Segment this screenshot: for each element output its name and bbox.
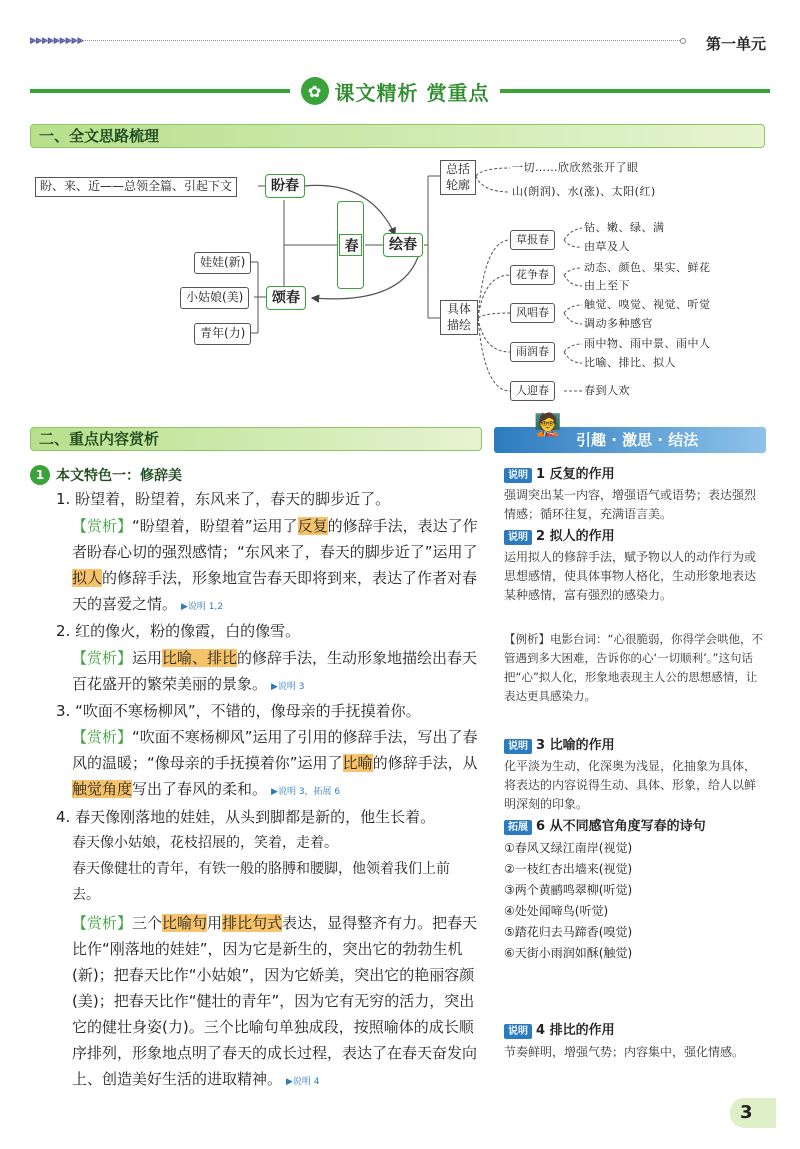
- highlight: 反复: [297, 517, 328, 535]
- item-4-extra-1: 春天像小姑娘，花枝招展的，笑着，走着。: [72, 835, 338, 851]
- highlight: 触觉角度: [72, 780, 133, 798]
- item-1-text: 1. 盼望着，盼望着，东风来了，春天的脚步近了。: [56, 490, 391, 508]
- note-num: 2: [536, 529, 546, 544]
- poem-line-5: ⑤踏花归去马蹄香(嗅觉): [504, 925, 633, 939]
- side-note-3-title: [504, 737, 615, 755]
- note-title: 反复的作用: [549, 467, 615, 482]
- analysis-text: 的修辞手法，生动形象地描绘出春天百花盛开的繁荣美丽的景象。: [72, 649, 478, 693]
- mindmap-zongkuo-item-2: 山(朗润)、水(涨)、太阳(红): [512, 185, 656, 198]
- mindmap-group-1: 草报春: [510, 230, 555, 250]
- note-tag: 说明: [504, 1024, 532, 1039]
- reference-note[interactable]: ▶说明 1,2: [181, 602, 224, 612]
- poem-line-3: ③两个黄鹂鸣翠柳(听觉): [504, 883, 633, 897]
- analysis-label: 【赏析】: [72, 914, 133, 932]
- mindmap-group-3-item-1: 触觉、嗅觉、视觉、听觉: [584, 298, 711, 311]
- analysis-label: 【赏析】: [72, 517, 133, 535]
- mindmap-group-1-item-1: 钻、嫩、绿、满: [584, 221, 665, 234]
- analysis-text: “吹面不寒杨柳风”运用了引用的修辞手法，写出了春风的温暖；“像母亲的手抚摸着你”运用了: [72, 728, 478, 772]
- mindmap-zongkuo-item-1: 一切……欣欣然张开了眼: [512, 161, 639, 174]
- mindmap-group-5-item-1: 春到人欢: [584, 384, 630, 397]
- mindmap-group-3: 风唱春: [510, 303, 555, 323]
- side-note-1-text: 强调突出某一内容，增强语气或语势；表达强烈情感；循环往复，充满语言美。: [504, 488, 757, 521]
- reference-note[interactable]: ▶说明 4: [286, 1077, 320, 1087]
- analysis-text: “盼望着，盼望着”运用了: [132, 517, 298, 535]
- analysis-text: 用: [207, 914, 223, 932]
- mindmap-hui-chun: 绘春: [383, 233, 423, 257]
- note-tag: 说明: [504, 468, 532, 483]
- mindmap-song-chun: 颂春: [266, 286, 306, 310]
- mindmap-group-2-item-1: 动态、颜色、果实、鲜花: [584, 261, 711, 274]
- item-4-analysis: [72, 910, 482, 1095]
- poem-line-2: ②一枝红杏出墙来(视觉): [504, 862, 633, 876]
- banner-title: 课文精析 赏重点: [334, 80, 490, 105]
- item-4-text: 4. 春天像刚落地的娃娃，从头到脚都是新的，他生长着。: [56, 808, 436, 826]
- mindmap-chun-label: 春: [339, 234, 361, 256]
- flower-icon: ✿: [301, 77, 329, 105]
- mindmap-group-3-item-2: 调动多种感官: [584, 317, 653, 330]
- highlight: 比喻: [342, 754, 373, 772]
- side-note-1-title: [504, 466, 615, 484]
- analysis-text: 写出了春风的柔和。: [132, 780, 268, 798]
- unit-title: 第一单元: [705, 35, 766, 53]
- note-title: 从不同感官角度写春的诗句: [549, 819, 706, 834]
- poem-line-1: ①春风又绿江南岸(视觉): [504, 841, 633, 855]
- mindmap-zongkuo: 总括轮廓: [440, 160, 476, 195]
- number-one-icon: 1: [30, 465, 50, 485]
- reference-note[interactable]: ▶说明 3，拓展 6: [271, 787, 341, 797]
- note-title: 排比的作用: [549, 1023, 615, 1038]
- note-tag: 说明: [504, 739, 532, 754]
- side-note-4-text: 节奏鲜明，增强气势；内容集中，强化情感。: [504, 1045, 745, 1059]
- header-arrows: ▶▶▶▶▶▶▶▶▶: [30, 36, 84, 46]
- poem-line-4: ④处处闻啼鸟(听觉): [504, 904, 609, 918]
- side-note-3-text: 化平淡为生动，化深奥为浅显，化抽象为具体，将表达的内容说得生动、具体、形象，给人以鲜明深刻的印象。: [504, 759, 757, 811]
- side-note-2-title: [504, 528, 615, 546]
- mindmap-group-1-item-2: 由草及人: [584, 240, 630, 253]
- section-title-1: 一、全文思路梳理: [30, 124, 765, 148]
- mindmap-chun: [337, 201, 364, 289]
- item-2-text: 2. 红的像火，粉的像霞，白的像雪。: [56, 622, 301, 640]
- analysis-text: 的修辞手法，从: [372, 754, 478, 772]
- note-title: 拟人的作用: [549, 529, 615, 544]
- mindmap-group-4: 雨润春: [510, 342, 555, 362]
- mindmap-group-4-item-1: 雨中物、雨中景、雨中人: [584, 337, 711, 350]
- mindmap-pan-chun: 盼春: [265, 174, 305, 198]
- side-note-2-text: 运用拟人的修辞手法，赋予物以人的动作行为或思想感情，使具体事物人格化，生动形象地表达某种感情，富有强烈的感染力。: [504, 550, 757, 602]
- analysis-text: 运用: [132, 649, 163, 667]
- mindmap-group-2-item-2: 由上至下: [584, 279, 630, 292]
- side-note-4-title: [504, 1022, 615, 1040]
- analysis-text: 的修辞手法，形象地宣告春天即将到来，表达了作者对春天的喜爱之情。: [72, 569, 478, 613]
- note-title: 比喻的作用: [549, 738, 615, 753]
- side-note-6-title: [504, 818, 706, 836]
- page-number: 3: [730, 1098, 776, 1128]
- item-3-text: 3. “吹面不寒杨柳风”，不错的，像母亲的手抚摸着你。: [56, 702, 421, 720]
- analysis-text: 表达，显得整齐有力。把春天比作“刚落地的娃娃”，因为它是新生的，突出它的勃勃生机(新)；把春天比作“小姑娘”，因为它娇美，突出它的艳丽容颜(美)；把春天比作“健壮的青年”，因为它有无穷的活力，突出它的健壮身姿(力)。三个比喻句单独成段，按照喻体的成长顺序排列，形象地点明了春天的成长过程，表达了在春天奋发向上、创造美好生活的进取精神。: [72, 914, 478, 1088]
- teacher-icon: 🧑‍🏫: [534, 413, 562, 438]
- mindmap-song-item-3: 青年(力): [194, 323, 251, 345]
- mindmap-song-item-1: 娃娃(新): [194, 252, 251, 274]
- feature-heading: [30, 465, 182, 485]
- item-3-analysis: [72, 724, 482, 805]
- highlight: 排比句式: [222, 914, 283, 932]
- side-note-2-example: 【例析】电影台词：“心很脆弱，你得学会哄他，不管遇到多大困难，告诉你的心‘一切顺利’。”这句话把“心”拟人化，形象地表现主人公的思想感情，让表达更具感染力。: [504, 632, 763, 703]
- feature-title: 本文特色一：修辞美: [56, 468, 182, 484]
- item-4-extra-2: 春天像健壮的青年，有铁一般的胳膊和腰脚，他领着我们上前去。: [72, 861, 450, 903]
- mindmap-song-item-2: 小姑娘(美): [180, 287, 249, 309]
- mindmap-group-5: 人迎春: [510, 381, 555, 401]
- analysis-text: 的修辞手法，表达了作者盼春心切的强烈感情；“东风来了，春天的脚步近了”运用了: [72, 517, 478, 561]
- item-2-analysis: [72, 645, 482, 700]
- poem-line-6: ⑥天街小雨润如酥(触觉): [504, 946, 633, 960]
- mindmap-juti: 具体描绘: [440, 300, 478, 335]
- highlight: 拟人: [72, 569, 103, 587]
- note-tag: 说明: [504, 530, 532, 545]
- highlight: 比喻句: [162, 914, 208, 932]
- highlight: 比喻、排比: [162, 649, 238, 667]
- note-num: 6: [536, 819, 546, 834]
- note-tag: 拓展: [504, 820, 532, 835]
- mindmap-connectors: [0, 0, 800, 420]
- item-1-analysis: [72, 513, 482, 620]
- side-header: 引趣 · 激思 · 结法: [494, 427, 766, 453]
- mindmap-intro-note: 盼、来、近——总领全篇、引起下文: [35, 177, 237, 197]
- analysis-label: 【赏析】: [72, 649, 133, 667]
- mindmap-group-4-item-2: 比喻、排比、拟人: [584, 356, 676, 369]
- note-num: 4: [536, 1023, 546, 1038]
- mindmap-group-2: 花争春: [510, 265, 555, 285]
- analysis-label: 【赏析】: [72, 728, 133, 746]
- reference-note[interactable]: ▶说明 3: [271, 682, 305, 692]
- note-num: 3: [536, 738, 546, 753]
- analysis-text: 三个: [132, 914, 163, 932]
- note-num: 1: [536, 467, 546, 482]
- section-title-2: 二、重点内容赏析: [30, 427, 482, 451]
